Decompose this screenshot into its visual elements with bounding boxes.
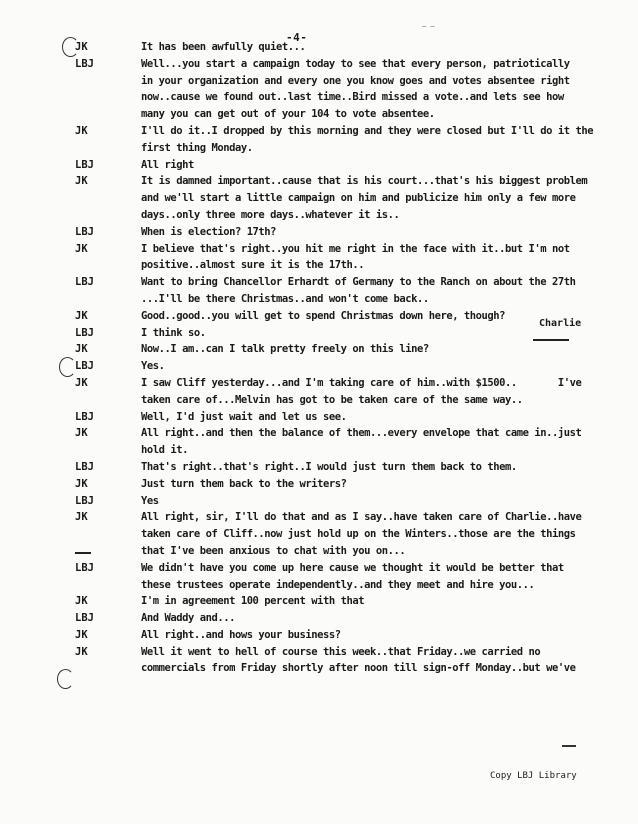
transcript-line [0, 460, 638, 477]
line-text: Good..good..you will get to spend Christmas down here, though? [141, 309, 506, 322]
transcript-line [0, 107, 638, 124]
transcript [0, 40, 638, 678]
line-text: I saw Cliff yesterday...and I'm taking care of him..with $1500.. I've [141, 376, 582, 389]
transcript-line [0, 426, 638, 443]
transcript-line [0, 544, 638, 561]
speaker: LBJ [75, 225, 94, 238]
line-text: When is election? 17th? [141, 225, 277, 238]
speaker: LBJ [75, 494, 94, 507]
line-text: positive..almost sure it is the 17th.. [141, 259, 365, 272]
transcript-line [0, 510, 638, 527]
transcript-line [0, 225, 638, 242]
line-text: now..cause we found out..last time..Bird missed a vote..and lets see how [141, 91, 564, 104]
line-text: I believe that's right..you hit me right in the face with it..but I'm not [141, 242, 570, 255]
line-text: Well it went to hell of course this week..that Friday..we carried no [141, 645, 541, 658]
line-text: Just turn them back to the writers? [141, 477, 347, 490]
speaker: LBJ [75, 326, 94, 339]
transcript-line [0, 376, 638, 393]
transcript-line [0, 578, 638, 595]
strikethrough-mark [75, 552, 91, 554]
transcript-line [0, 594, 638, 611]
line-text: We didn't have you come up here cause we thought it would be better that [141, 561, 564, 574]
speaker: JK [75, 645, 88, 658]
line-text: Want to bring Chancellor Erhardt of Germany to the Ranch on about the 27th [141, 276, 576, 289]
transcript-line [0, 242, 638, 259]
transcript-line [0, 208, 638, 225]
speaker: LBJ [75, 561, 94, 574]
line-text: Yes [141, 494, 159, 507]
speaker: JK [75, 595, 88, 608]
line-text: many you can get out of your 104 to vote absentee. [141, 108, 435, 121]
line-text: All right [141, 158, 194, 171]
line-text: I'm in agreement 100 percent with that [141, 595, 365, 608]
line-text: in your organization and every one you know goes and votes absentee right [141, 74, 570, 87]
line-text: I'll do it..I dropped by this morning and they were closed but I'll do it the [141, 124, 594, 137]
transcript-line [0, 443, 638, 460]
transcript-line [0, 158, 638, 175]
line-text: days..only three more days..whatever it is.. [141, 208, 400, 221]
transcript-line [0, 90, 638, 107]
transcript-line [0, 628, 638, 645]
line-text: commercials from Friday shortly after noon till sign-off Monday..but we've [141, 662, 576, 675]
transcript-line [0, 342, 638, 359]
transcript-line [0, 174, 638, 191]
transcript-line [0, 494, 638, 511]
transcript-line [0, 124, 638, 141]
line-text: All right..and then the balance of them...every envelope that came in..just [141, 427, 582, 440]
speaker: LBJ [75, 612, 94, 625]
speaker: JK [75, 41, 88, 53]
transcript-line [0, 527, 638, 544]
line-text: And Waddy and... [141, 612, 235, 625]
handwritten-insertion: Charlie [539, 318, 582, 329]
line-text: Well...you start a campaign today to see that every person, patriotically [141, 57, 570, 70]
transcript-line [0, 275, 638, 292]
strikethrough-mark [533, 339, 569, 341]
speaker: JK [75, 124, 88, 137]
speaker: JK [75, 511, 88, 524]
line-text: All right, sir, I'll do that and as I say..have taken care of Charlie..have [141, 511, 582, 524]
library-stamp: Copy LBJ Library [490, 771, 577, 781]
speaker: JK [75, 376, 88, 389]
line-text: That's right..that's right..I would just turn them back to them. [141, 460, 517, 473]
speaker: JK [75, 175, 88, 188]
transcript-line [0, 141, 638, 158]
transcript-line [0, 359, 638, 376]
page-number: -4- [286, 31, 308, 44]
transcript-line [0, 258, 638, 275]
speaker: JK [75, 242, 88, 255]
ink-mark: — — [422, 22, 435, 30]
speaker: LBJ [75, 460, 94, 473]
transcript-line [0, 74, 638, 91]
speaker: LBJ [75, 276, 94, 289]
transcript-line [0, 292, 638, 309]
line-text: I think so. [141, 326, 206, 339]
speaker: JK [75, 309, 88, 322]
line-text: taken care of Cliff..now just hold up on the Winters..those are the things [141, 528, 576, 541]
transcript-line [0, 561, 638, 578]
speaker: LBJ [75, 360, 94, 373]
ink-mark [562, 745, 576, 747]
line-text: It is damned important..cause that is his court...that's his biggest problem [141, 175, 588, 188]
transcript-line [0, 191, 638, 208]
transcript-line [0, 477, 638, 494]
speaker: JK [75, 427, 88, 440]
line-text: Well, I'd just wait and let us see. [141, 410, 347, 423]
line-text: these trustees operate independently..and they meet and hire you... [141, 578, 535, 591]
speaker: LBJ [75, 410, 94, 423]
speaker: JK [75, 477, 88, 490]
transcript-line [0, 611, 638, 628]
speaker: LBJ [75, 158, 94, 171]
line-text: that I've been anxious to chat with you on... [141, 544, 406, 557]
line-text: ...I'll be there Christmas..and won't come back.. [141, 292, 429, 305]
line-text: Yes. [141, 360, 165, 373]
line-text: It has been awfully quiet... [141, 41, 306, 53]
speaker: JK [75, 628, 88, 641]
transcript-line [0, 393, 638, 410]
transcript-line [0, 57, 638, 74]
transcript-line [0, 645, 638, 662]
line-text: All right..and hows your business? [141, 628, 341, 641]
line-text: Now..I am..can I talk pretty freely on this line? [141, 343, 429, 356]
speaker: JK [75, 343, 88, 356]
line-text: taken care of...Melvin has got to be taken care of the same way.. [141, 393, 523, 406]
transcript-line [0, 40, 638, 57]
transcript-line [0, 410, 638, 427]
transcript-line [0, 661, 638, 678]
speaker: LBJ [75, 57, 94, 70]
line-text: first thing Monday. [141, 141, 253, 154]
line-text: and we'll start a little campaign on him and publicize him only a few more [141, 192, 576, 205]
line-text: hold it. [141, 444, 188, 457]
